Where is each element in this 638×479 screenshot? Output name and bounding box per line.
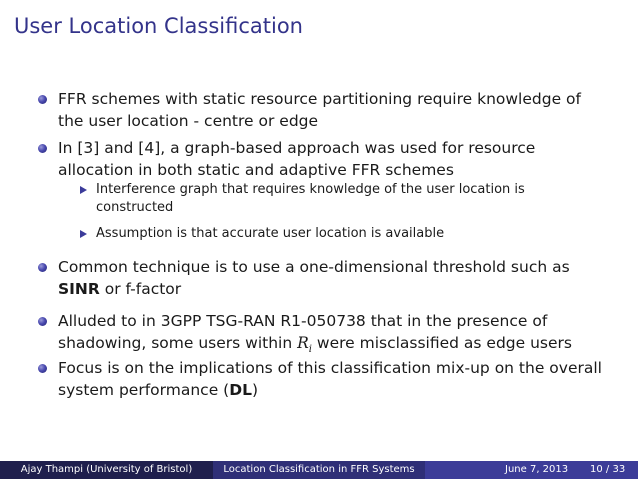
slide-title: User Location Classification xyxy=(14,14,303,38)
sub-bullet-1-line-1: Interference graph that requires knowledge of the user location is xyxy=(96,182,525,197)
variable-r: R xyxy=(297,334,309,352)
bullet-5-line-2-post: ) xyxy=(251,381,259,399)
footer-date: June 7, 2013 xyxy=(505,464,569,475)
bullet-icon xyxy=(38,364,47,373)
footer-page-number: 10 / 33 xyxy=(590,464,626,475)
variable-subscript-i: i xyxy=(308,344,312,356)
bullet-icon xyxy=(38,317,47,326)
bullet-3-line-2-rest: or f-factor xyxy=(99,280,182,298)
bullet-4-line-1: Alluded to in 3GPP TSG-RAN R1-050738 that in the presence of xyxy=(58,312,548,330)
bullet-5-line-2-pre: system performance ( xyxy=(58,381,230,399)
bullet-5-line-1: Focus is on the implications of this classification mix-up on the overall xyxy=(58,359,602,377)
triangle-bullet-icon xyxy=(80,230,87,238)
bullet-icon xyxy=(38,144,47,153)
bullet-2-line-1: In [3] and [4], a graph-based approach was used for resource xyxy=(58,139,536,157)
bullet-5-line-2 xyxy=(58,379,258,401)
bullet-icon xyxy=(38,263,47,272)
title-bar xyxy=(0,0,638,60)
bullet-4-line-2-post: were misclassified as edge users xyxy=(311,334,572,352)
bullet-icon xyxy=(38,95,47,104)
footer-right-section xyxy=(425,461,638,479)
dl-term: DL xyxy=(229,381,252,399)
bullet-3-line-2 xyxy=(58,278,181,300)
triangle-bullet-icon xyxy=(80,186,87,194)
sub-bullet-1-line-2: constructed xyxy=(96,200,174,215)
footer-short-title: Location Classification in FFR Systems xyxy=(213,461,425,479)
footer-author: Ajay Thampi (University of Bristol) xyxy=(0,461,213,479)
sinr-term: SINR xyxy=(58,280,100,298)
bullet-1-line-1: FFR schemes with static resource partitioning require knowledge of xyxy=(58,90,581,108)
sub-bullet-2-line-1: Assumption is that accurate user location is available xyxy=(96,226,445,241)
bullet-3-line-1: Common technique is to use a one-dimensional threshold such as xyxy=(58,258,570,276)
bullet-2-line-2: allocation in both static and adaptive FFR schemes xyxy=(58,161,454,179)
bullet-4-line-2-pre: shadowing, some users within xyxy=(58,334,298,352)
footer-bar xyxy=(0,461,638,479)
bullet-1-line-2: the user location - centre or edge xyxy=(58,112,319,130)
